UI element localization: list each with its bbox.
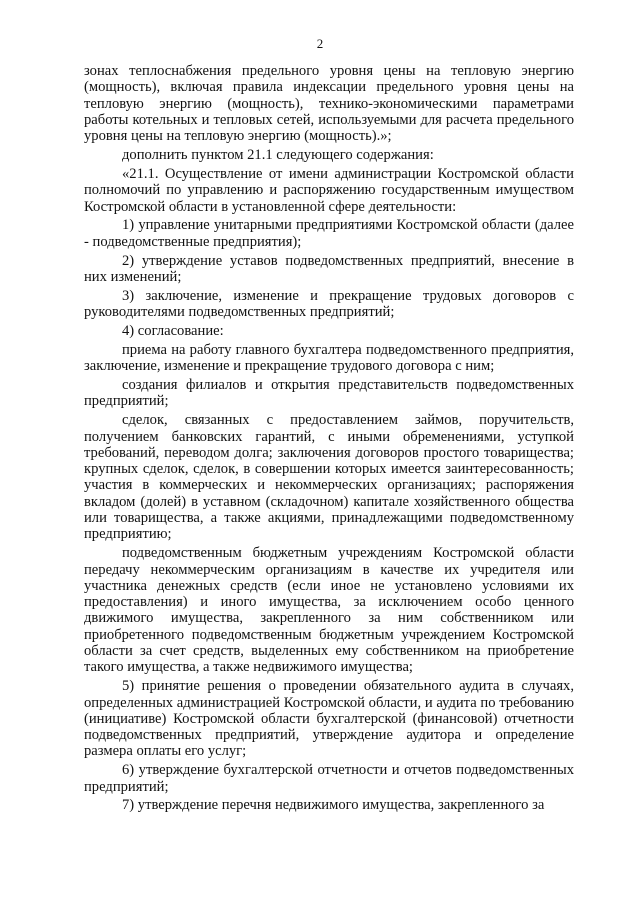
list-item-4: 4) согласование:	[122, 323, 224, 340]
list-item-6: 6) утверждение бухгалтерской отчетности и отчетов подведомственных предприятий;	[84, 762, 574, 795]
list-item-3: 3) заключение, изменение и прекращение трудовых договоров с руководителями подведомственных предприятий;	[84, 287, 574, 321]
list-item-1: 1) управление унитарными предприятиями Костромской области (далее - подведомственные предприятия);	[84, 217, 574, 250]
sub-item-transactions: сделок, связанных с предоставлением займов, поручительств, получением банковских гарантий, с иными обременениями, уступкой требований, переводом долга; заключения договоров простого товарищества; крупных сделок, сделок, в совершении которых имеется заинтересованность; участия в коммерческих и некоммерческих организациях; распоряжения вкладом (долей) в уставном (складочном) капитале хозяйственного общества или товарищества, а также акциями, принадлежащими подведомственному предприятию;	[84, 412, 574, 543]
sub-item-budget-institutions: подведомственным бюджетным учреждениям Костромской области передачу некоммерческим организациям в качестве их учредителя или участника денежных средств (если иное не установлено условиями их предоставления) и иного имущества, за исключением особо ценного движимого имущества, закрепленного за ним собственником или приобретенного подведомственным бюджетным учреждением Костромской области за счет средств, выделенных ему собственником на приобретение такого имущества, а также недвижимого имущества;	[84, 545, 574, 676]
paragraph-add-clause: дополнить пунктом 21.1 следующего содержания:	[122, 147, 434, 164]
sub-item-branches: создания филиалов и открытия представительств подведомственных предприятий;	[84, 377, 574, 410]
paragraph-heat-supply-zones: зонах теплоснабжения предельного уровня цены на тепловую энергию (мощность), включая правила индексации предельного уровня цены на тепловую энергию (мощность), технико-экономическими параметрами работы котельных и тепловых сетей, используемыми для расчета предельного уровня цены на тепловую энергию (мощность).»;	[84, 63, 574, 145]
paragraph-clause-21-1: «21.1. Осуществление от имени администрации Костромской области полномочий по управлению и распоряжению государственным имуществом Костромской области в установленной сфере деятельности:	[84, 165, 574, 215]
document-body	[84, 63, 574, 814]
page-number: 2	[316, 36, 324, 51]
list-item-7: 7) утверждение перечня недвижимого имущества, закрепленного за	[122, 797, 545, 814]
list-item-5: 5) принятие решения о проведении обязательного аудита в случаях, определенных администрацией Костромской области, и аудита по требованию (инициативе) Костромской области бухгалтерской (финансовой) отчетности подведомственных предприятий, утверждение аудитора и определение размера оплаты его услуг;	[84, 678, 574, 760]
sub-item-chief-accountant: приема на работу главного бухгалтера подведомственного предприятия, заключение, изменение и прекращение трудового договора с ним;	[84, 341, 574, 375]
list-item-2: 2) утверждение уставов подведомственных предприятий, внесение в них изменений;	[84, 252, 574, 285]
